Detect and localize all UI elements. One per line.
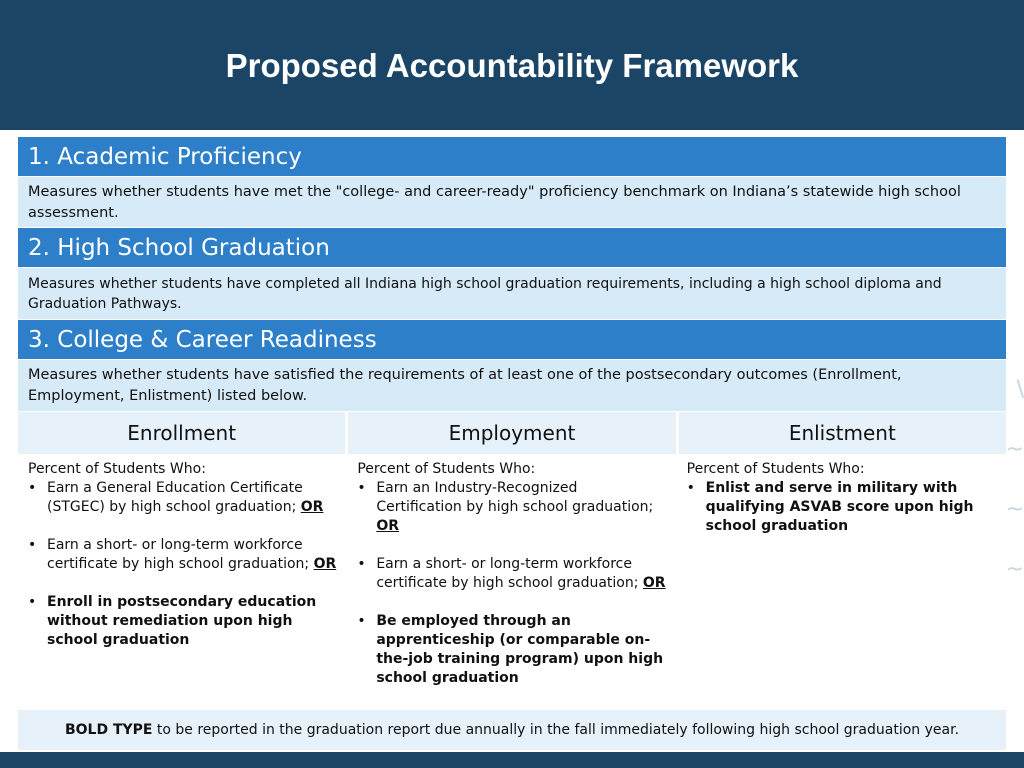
column-intro: Percent of Students Who: bbox=[686, 461, 865, 477]
column-heading-enrollment: Enrollment bbox=[18, 412, 348, 454]
column-intro: Percent of Students Who: bbox=[28, 461, 206, 477]
outcome-column-headers bbox=[18, 412, 1006, 454]
outcome-columns bbox=[18, 454, 1006, 709]
bullet-glyph: • bbox=[357, 613, 366, 629]
or-connector: OR bbox=[642, 575, 666, 591]
section-heading-academic-proficiency: 1. Academic Proficiency bbox=[18, 137, 1006, 177]
or-connector: OR bbox=[376, 518, 400, 534]
list-item-text: Earn a General Education Certificate (STGEC) by high school graduation; bbox=[47, 480, 303, 515]
bullet-glyph: • bbox=[28, 480, 37, 496]
bullet-glyph: • bbox=[357, 480, 366, 496]
background-watermark: \ ~ ~ ~ bbox=[1005, 377, 1024, 582]
section-description-academic-proficiency: Measures whether students have met the "college- and career-ready" proficiency benchmark on Indiana’s statewide high school assessment. bbox=[18, 177, 1006, 228]
footer-note bbox=[18, 710, 1006, 750]
bullet-glyph: • bbox=[28, 594, 37, 610]
list-item-text: Enroll in postsecondary education without remediation upon high school graduation bbox=[47, 594, 317, 648]
column-heading-enlistment: Enlistment bbox=[679, 412, 1006, 454]
column-heading-employment: Employment bbox=[348, 412, 678, 454]
column-enrollment bbox=[18, 460, 347, 709]
column-intro: Percent of Students Who: bbox=[357, 461, 536, 477]
page-title: Proposed Accountability Framework bbox=[225, 47, 799, 84]
title-banner bbox=[0, 0, 1024, 130]
list-item bbox=[28, 536, 337, 574]
column-employment bbox=[347, 460, 676, 709]
list-item bbox=[357, 612, 666, 688]
bullet-glyph: • bbox=[28, 537, 37, 553]
section-heading-high-school-graduation: 2. High School Graduation bbox=[18, 228, 1006, 268]
or-connector: OR bbox=[300, 499, 324, 515]
list-item bbox=[357, 555, 666, 593]
list-item-text: Earn a short- or long-term workforce certificate by high school graduation; bbox=[47, 537, 314, 572]
footer-bold-label: BOLD TYPE bbox=[64, 722, 153, 738]
or-connector: OR bbox=[313, 556, 337, 572]
section-description-college-career-readiness: Measures whether students have satisfied the requirements of at least one of the postsecondary outcomes (Enrollment, Employment, Enlistment) listed below. bbox=[18, 360, 1006, 412]
list-item-text: Enlist and serve in military with qualifying ASVAB score upon high school graduation bbox=[705, 480, 974, 534]
footer-text: to be reported in the graduation report due annually in the fall immediately following high school graduation year. bbox=[152, 722, 960, 738]
section-description-high-school-graduation: Measures whether students have completed all Indiana high school graduation requirements, including a high school diploma and Graduation Pathways. bbox=[18, 268, 1006, 320]
list-item bbox=[687, 479, 996, 536]
list-item-text: Earn an Industry-Recognized Certification by high school graduation; bbox=[376, 480, 654, 515]
list-item bbox=[28, 593, 337, 650]
list-item-text: Earn a short- or long-term workforce certificate by high school graduation; bbox=[376, 556, 643, 591]
bullet-glyph: • bbox=[686, 480, 695, 496]
bullet-glyph: • bbox=[357, 556, 366, 572]
list-item bbox=[357, 479, 666, 536]
section-heading-college-career-readiness: 3. College & Career Readiness bbox=[18, 320, 1006, 360]
column-enlistment bbox=[677, 460, 1006, 709]
bottom-bar bbox=[0, 752, 1024, 768]
list-item bbox=[28, 479, 337, 517]
framework-table bbox=[18, 137, 1006, 709]
list-item-text: Be employed through an apprenticeship (or comparable on-the-job training program) upon high school graduation bbox=[376, 613, 664, 686]
